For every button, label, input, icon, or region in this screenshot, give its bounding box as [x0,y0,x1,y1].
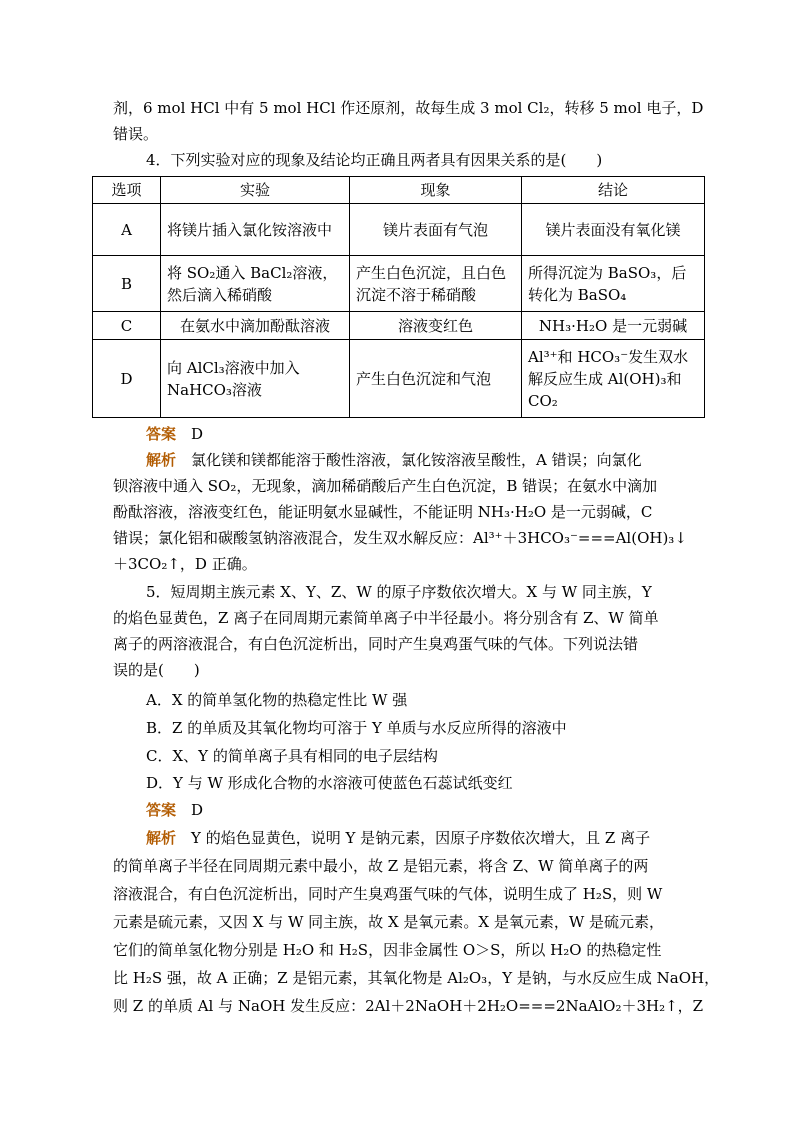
row-experiment: 向 AlCl₃溶液中加入NaHCO₃溶液 [161,340,350,418]
row-conclusion: 镁片表面没有氧化镁 [522,204,705,256]
answer-value: D [191,801,204,819]
question-4-explain-line-4: 错误；氯化铝和碳酸氢钠溶液混合，发生双水解反应：Al³⁺＋3HCO₃⁻===Al(OH)₃↓ [113,529,687,547]
intro-line-2: 错误。 [113,125,159,143]
table-header-row [93,177,705,204]
option-c: C．X、Y 的简单离子具有相同的电子层结构 [146,747,438,765]
row-experiment: 将 SO₂通入 BaCl₂溶液，然后滴入稀硝酸 [161,256,350,312]
table-row [93,204,705,256]
question-4-explain-line-3: 酚酞溶液，溶液变红色，能证明氨水显碱性，不能证明 NH₃·H₂O 是一元弱碱，C [113,503,653,521]
table-row [93,256,705,312]
row-conclusion: 所得沉淀为 BaSO₃，后转化为 BaSO₄ [522,256,705,312]
row-phenomenon: 产生白色沉淀，且白色沉淀不溶于稀硝酸 [350,256,522,312]
question-5-explain-line-2: 的简单离子半径在同周期元素中最小，故 Z 是铝元素，将含 Z、W 简单离子的两 [113,857,649,875]
row-conclusion: Al³⁺和 HCO₃⁻发生双水解反应生成 Al(OH)₃和CO₂ [522,340,705,418]
row-experiment: 将镁片插入氯化铵溶液中 [161,204,350,256]
answer-label: 答案 [146,801,177,819]
question-5-answer [146,800,716,820]
question-5-explain-line-7: 则 Z 的单质 Al 与 NaOH 发生反应：2Al＋2NaOH＋2H₂O===2NaAlO₂＋3H₂↑，Z [113,997,704,1015]
row-option: B [93,256,161,312]
question-5-explain-line-1 [146,828,716,848]
option-b: B．Z 的单质及其氧化物均可溶于 Y 单质与水反应所得的溶液中 [146,719,567,737]
row-experiment: 在氨水中滴加酚酞溶液 [161,312,350,340]
question-5-stem-line-2: 的焰色显黄色，Z 离子在同周期元素简单离子中半径最小。将分别含有 Z、W 简单 [113,609,659,627]
table-row [93,312,705,340]
answer-value: D [191,425,204,443]
header-option: 选项 [93,177,161,204]
header-phenomenon: 现象 [350,177,522,204]
question-5-stem-line-1: 5．短周期主族元素 X、Y、Z、W 的原子序数依次增大。X 与 W 同主族，Y [146,583,652,601]
row-phenomenon: 溶液变红色 [350,312,522,340]
question-5-stem-line-3: 离子的两溶液混合，有白色沉淀析出，同时产生臭鸡蛋气味的气体。下列说法错 [113,635,639,653]
answer-label: 答案 [146,425,177,443]
option-d: D．Y 与 W 形成化合物的水溶液可使蓝色石蕊试纸变红 [146,774,513,792]
question-4-answer [146,424,716,444]
intro-line-1: 剂，6 mol HCl 中有 5 mol HCl 作还原剂，故每生成 3 mol Cl₂，转移 5 mol 电子，D [113,99,704,117]
question-5-explain-line-5: 它们的简单氢化物分别是 H₂O 和 H₂S，因非金属性 O＞S，所以 H₂O 的热稳定性 [113,941,662,959]
row-option: A [93,204,161,256]
question-4-explain-line-1 [146,450,716,470]
explain-label: 解析 [146,829,177,847]
row-phenomenon: 产生白色沉淀和气泡 [350,340,522,418]
question-4-explain-line-5: ＋3CO₂↑，D 正确。 [113,555,257,573]
question-5-explain-line-6: 比 H₂S 强，故 A 正确；Z 是铝元素，其氧化物是 Al₂O₃，Y 是钠，与水反应生成 NaOH， [113,969,720,987]
question-5-explain-line-3: 溶液混合，有白色沉淀析出，同时产生臭鸡蛋气味的气体，说明生成了 H₂S，则 W [113,885,663,903]
header-conclusion: 结论 [522,177,705,204]
header-experiment: 实验 [161,177,350,204]
explain-text: Y 的焰色显黄色，说明 Y 是钠元素，因原子序数依次增大，且 Z 离子 [191,829,651,847]
row-conclusion: NH₃·H₂O 是一元弱碱 [522,312,705,340]
row-option: D [93,340,161,418]
explain-label: 解析 [146,451,177,469]
explain-text: 氯化镁和镁都能溶于酸性溶液，氯化铵溶液呈酸性，A 错误；向氯化 [191,451,642,469]
row-phenomenon: 镁片表面有气泡 [350,204,522,256]
question-5-stem-line-4: 误的是( ) [113,661,200,679]
table-row [93,340,705,418]
option-a: A．X 的简单氢化物的热稳定性比 W 强 [146,691,408,709]
question-4-explain-line-2: 钡溶液中通入 SO₂，无现象，滴加稀硝酸后产生白色沉淀，B 错误；在氨水中滴加 [113,477,658,495]
question-4-stem: 4．下列实验对应的现象及结论均正确且两者具有因果关系的是( ) [146,151,603,169]
row-option: C [93,312,161,340]
question-4-table [92,176,705,418]
question-5-explain-line-4: 元素是硫元素，又因 X 与 W 同主族，故 X 是氧元素。X 是氧元素，W 是硫元素， [113,913,665,931]
